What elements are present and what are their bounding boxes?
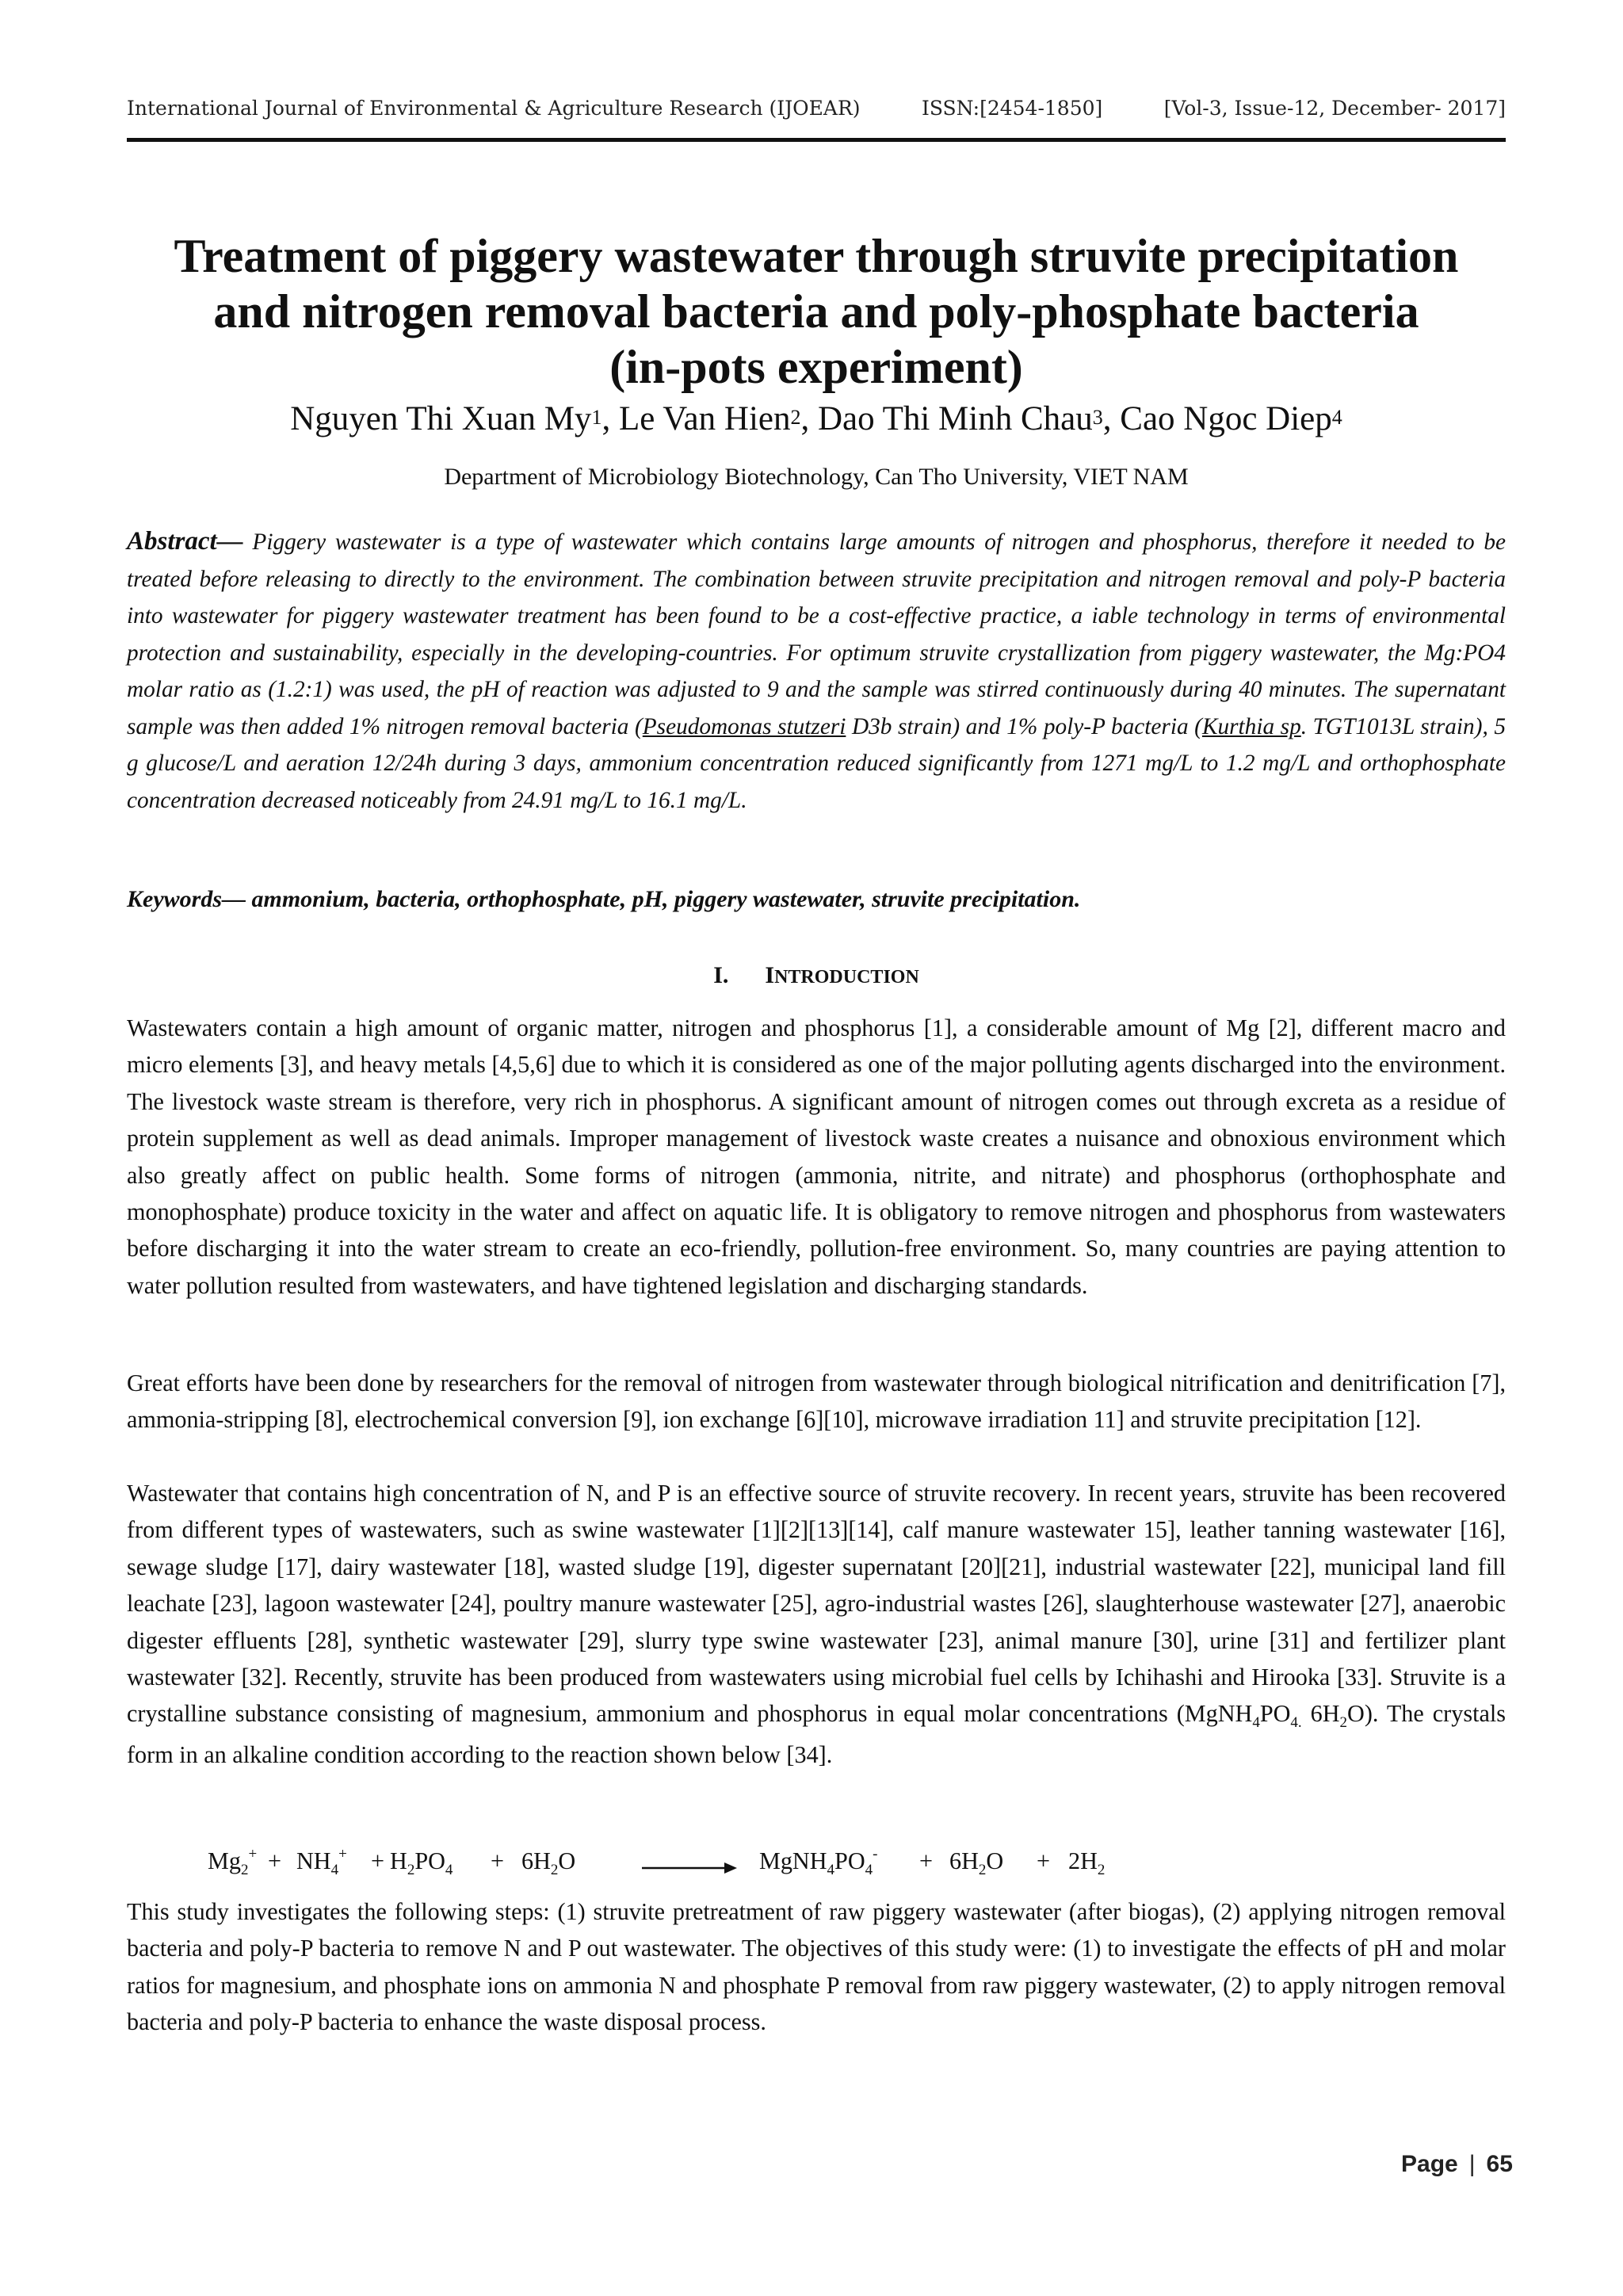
species-name: Pseudomonas stutzeri [642, 713, 846, 739]
equation-plus: + [919, 1847, 934, 1874]
page-label: Page [1401, 2151, 1458, 2177]
subscript: 2 [978, 1862, 987, 1878]
body-paragraph: This study investigates the following steps: (1) struvite pretreatment of raw piggery wastewater (after biogas), (2) applying nitrogen removal bacteria and poly-P bacteria to remove N and P out wastewater. The objectives of this study were: (1) to investigate the effects of pH and molar ratios for magnesium, and phosphate ions on ammonia N and phosphate P removal from raw piggery wastewater, (2) to apply nitrogen removal bacteria and poly-P bacteria to enhance the waste disposal process. [127, 1898, 1506, 2036]
equation-text: 6H [521, 1847, 551, 1874]
subscript: 4 [1252, 1714, 1260, 1732]
equation-plus: + [1037, 1847, 1051, 1874]
subscript: 4. [1290, 1714, 1302, 1732]
keywords-label: Keywords— [127, 886, 246, 912]
paragraph-text: Wastewater that contains high concentration of N, and P is an effective source of struvite recovery. In recent years, struvite has been recovered from different types of wastewaters, such as swine wastewater [1][2][13][14], calf manure wastewater 15], leather tanning wastewater [16], sewage sludge [17], dairy wastewater [18], wasted sludge [19], digester supernatant [20][21], industrial wastewater [22], municipal land fill leachate [23], lagoon wastewater [24], poultry manure wastewater [25], agro-industrial wastes [26], slaughterhouse wastewater [27], anaerobic digester effluents [28], synthetic wastewater [29], slurry type swine wastewater [23], animal manure [30], urine [31] and fertilizer plant wastewater [32]. Recently, struvite has been produced from wastewaters using microbial fuel cells by Ichihashi and Hirooka [33]. Struvite is a crystalline substance consisting of magnesium, ammonium and phosphorus in equal molar concentrations (MgNH [127, 1480, 1506, 1728]
keywords [127, 881, 1506, 918]
author-affiliation-mark: 3 [1092, 406, 1103, 429]
subscript: 4 [827, 1862, 835, 1878]
page-footer [1401, 2151, 1512, 2178]
author-name: Le Van Hien [618, 400, 791, 437]
superscript: - [873, 1846, 878, 1862]
subscript: 4 [330, 1862, 339, 1878]
affiliation: Department of Microbiology Biotechnology, Can Tho University, VIET NAM [444, 464, 1189, 490]
title-line-2: and nitrogen removal bacteria and poly-phosphate bacteria [213, 285, 1419, 338]
author-name: Nguyen Thi Xuan My [290, 400, 592, 437]
species-name: Kurthia sp [1201, 713, 1301, 739]
subscript: 2 [1097, 1862, 1106, 1878]
equation-term-mg [208, 1843, 257, 1883]
author-affiliation-mark: 1 [591, 406, 602, 429]
abstract-text-part: . TGT1013L strain), 5 g glucose/L and aeration 12/24h during 3 days, ammonium concentration reduced significantly from 1271 mg/L to 1.2 mg/L and orthophosphate concentration decreased noticeably from 24.91 mg/L to 16.1 mg/L. [127, 713, 1506, 813]
equation-text: PO [414, 1847, 445, 1874]
equation-plus: + [371, 1847, 385, 1874]
equation-text: MgNH [759, 1847, 827, 1874]
subscript: 4 [445, 1862, 453, 1878]
author-affiliation-mark: 2 [790, 406, 801, 429]
equation-text: O [986, 1847, 1004, 1874]
page-separator: | [1468, 2151, 1476, 2177]
paragraph-text: PO [1259, 1700, 1291, 1728]
equation-text: 2H [1068, 1847, 1098, 1874]
abstract [127, 523, 1506, 819]
subscript: 2 [240, 1862, 249, 1878]
paragraph-text: 6H [1301, 1700, 1340, 1728]
title-line-3: (in-pots experiment) [609, 341, 1023, 393]
title-line-1: Treatment of piggery wastewater through struvite precipitation [174, 230, 1459, 282]
equation-text: PO [834, 1847, 865, 1874]
abstract-label: Abstract— [127, 527, 243, 556]
header-rule [127, 138, 1506, 142]
superscript: + [338, 1846, 347, 1862]
page-number: 65 [1486, 2151, 1513, 2177]
keywords-text: ammonium, bacteria, orthophosphate, pH, piggery wastewater, struvite precipitation. [246, 886, 1081, 912]
subscript: 2 [1339, 1714, 1348, 1732]
author-name: Dao Thi Minh Chau [817, 400, 1093, 437]
equation-term-h2 [1068, 1843, 1105, 1883]
subscript: 4 [865, 1862, 873, 1878]
equation-text: O [558, 1847, 576, 1874]
author-affiliation-mark: 4 [1331, 406, 1342, 429]
superscript: + [248, 1846, 258, 1862]
equation-plus: + [491, 1847, 505, 1874]
issn: ISSN:[2454-1850] [921, 97, 1103, 120]
paper-title [87, 228, 1545, 395]
equation-term-h2po4 [390, 1843, 453, 1883]
equation-term-nh4 [296, 1843, 347, 1883]
body-paragraph: Wastewaters contain a high amount of organic matter, nitrogen and phosphorus [1], a considerable amount of Mg [2], different macro and micro elements [3], and heavy metals [4,5,6] due to which it is considered as one of the major polluting agents discharged into the environment. The livestock waste stream is therefore, very rich in phosphorus. A significant amount of nitrogen comes out through excreta as a residue of protein supplement as well as dead animals. Improper management of livestock waste creates a nuisance and obnoxious environment which also greatly affect on public health. Some forms of nitrogen (ammonia, nitrite, and nitrate) and phosphorus (orthophosphate and monophosphate) produce toxicity in the water and affect on aquatic life. It is obligatory to remove nitrogen and phosphorus from wastewaters before discharging it into the water stream to create an eco-friendly, pollution-free environment. So, many countries are paying attention to water pollution resulted from wastewaters, and have tightened legislation and discharging standards. [127, 1014, 1506, 1299]
author-name: Cao Ngoc Diep [1120, 400, 1332, 437]
subscript: 2 [550, 1862, 559, 1878]
section-title-initial: I [765, 962, 775, 988]
volume-issue: [Vol-3, Issue-12, December- 2017] [1163, 97, 1506, 120]
equation-term-product [759, 1843, 877, 1883]
author-list: Nguyen Thi Xuan My$^1$, Le Van Hien$^2$, Dao Thi Minh Chau$^3$, Cao Ngoc Diep$^4$ [290, 400, 1342, 437]
equation-text: Mg [208, 1847, 241, 1874]
equation-term-water [949, 1843, 1003, 1883]
subscript: 2 [407, 1862, 415, 1878]
section-title-rest: NTRODUCTION [774, 967, 919, 988]
equation-text: NH [296, 1847, 331, 1874]
abstract-text-part: Piggery wastewater is a type of wastewater which contains large amounts of nitrogen and phosphorus, therefore it needed to be treated before releasing to directly to the environment. The combination between struvite precipitation and nitrogen removal and poly-P bacteria into wastewater for piggery wastewater treatment has been found to be a cost-effective practice, a iable technology in terms of environmental protection and sustainability, especially in the developing-countries. For optimum struvite crystallization from piggery wastewater, the Mg:PO4 molar ratio as (1.2:1) was used, the pH of reaction was adjusted to 9 and the sample was stirred continuously during 40 minutes. The supernatant sample was then added 1% nitrogen removal bacteria ( [127, 529, 1506, 739]
equation-text: H [390, 1847, 407, 1874]
body-paragraph [127, 1475, 1506, 1773]
equation-plus: + [268, 1847, 282, 1874]
section-number: I. [713, 962, 729, 988]
running-header [127, 97, 1506, 120]
body-paragraph: Great efforts have been done by researchers for the removal of nitrogen from wastewater through biological nitrification and denitrification [7], ammonia-stripping [8], electrochemical conversion [9], ion exchange [6][10], microwave irradiation 11] and struvite precipitation [12]. [127, 1370, 1506, 1434]
paragraph-text: O). The crystals form in an alkaline condition according to the reaction shown below [34]. [127, 1700, 1506, 1768]
equation-text: 6H [949, 1847, 979, 1874]
section-heading [127, 957, 1506, 995]
equation-term-water [521, 1843, 575, 1883]
reaction-equation [208, 1843, 1238, 1882]
journal-name: International Journal of Environmental & Agriculture Research (IJOEAR) [127, 97, 861, 120]
reaction-arrow-icon [642, 1860, 737, 1876]
abstract-text-part: D3b strain) and 1% poly-P bacteria ( [846, 713, 1202, 739]
